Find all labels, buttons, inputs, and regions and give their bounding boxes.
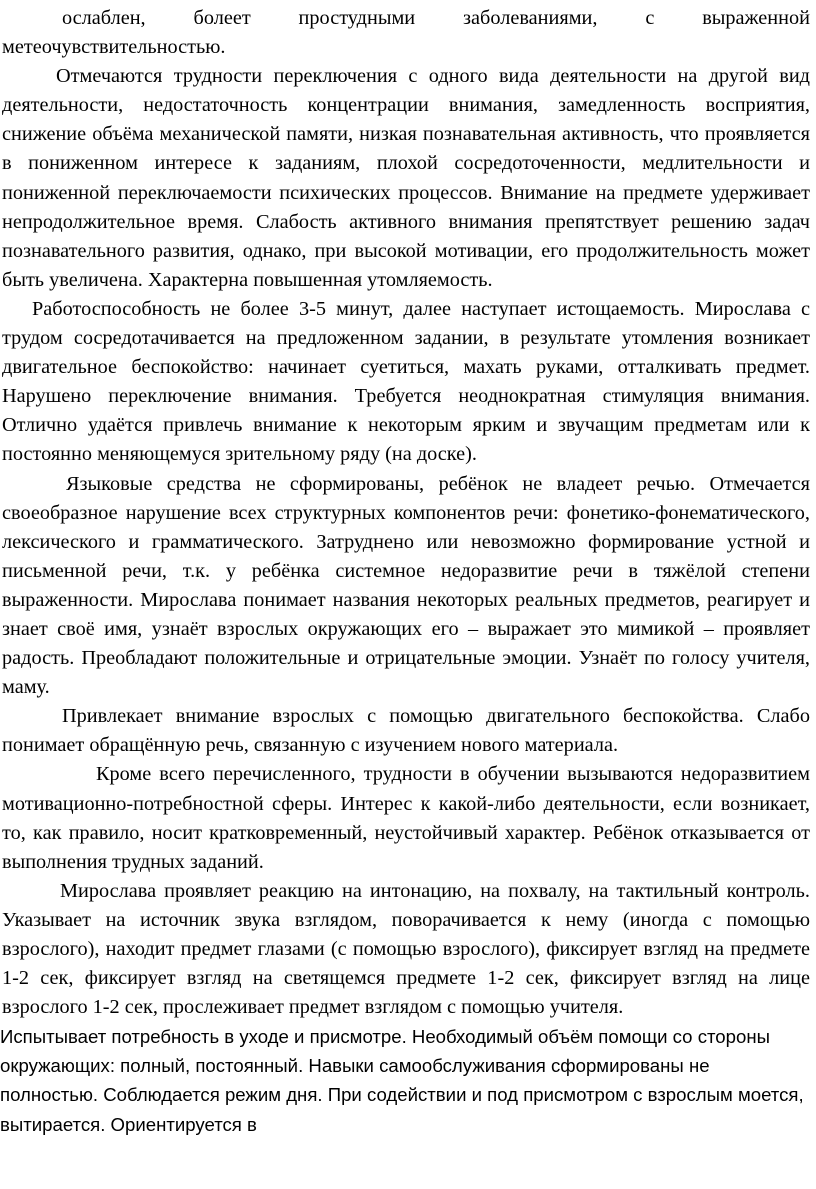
paragraph-adult-attention: Привлекает внимание взрослых с помощью двигательного беспокойства. Слабо понимает обращённую речь, связанную с изучением нового материала. — [2, 705, 810, 757]
paragraph-attention: Отмечаются трудности переключения с одного вида деятельности на другой вид деятельности, недостаточность концентрации внимания, замедленность восприятия, снижение объёма механической памяти, низкая познавательная активность, что проявляется в пониженном интересе к заданиям, плохой сосредоточенности, медлительности и пониженной переключаемости психических процессов. Внимание на предмете удерживает непродолжительное время. Слабость активного внимания препятствует решению задач познавательного развития, однако, при высокой мотивации, его продолжительность может быть увеличена. Характерна повышенная утомляемость. — [2, 65, 810, 291]
paragraph-speech: Языковые средства не сформированы, ребёнок не владеет речью. Отмечается своеобразное нарушение всех структурных компонентов речи: фонетико-фонематического, лексического и грамматического. Затруднено или невозможно формирование устной и письменной речи, т.к. у ребёнка системное недоразвитие речи в тяжёлой степени выраженности. Мирослава понимает названия некоторых реальных предметов, реагирует и знает своё имя, узнаёт взрослых окружающих его – выражает это мимикой – проявляет радость. Преобладают положительные и отрицательные эмоции. Узнаёт по голосу учителя, маму. — [2, 472, 810, 699]
paragraph-motivation: Кроме всего перечисленного, трудности в обучении вызываются недоразвитием мотивационно-потребностной сферы. Интерес к какой-либо деятельности, если возникает, то, как правило, носит кратковременный, неустойчивый характер. Ребёнок отказывается от выполнения трудных заданий. — [2, 763, 810, 873]
paragraph-self-care: Испытывает потребность в уходе и присмотре. Необходимый объём помощи со стороны окружающих: полный, постоянный. Навыки самообслуживания сформированы не полностью. Соблюдается режим дня. При содействии и под присмотром с взрослым моется, вытирается. Ориентируется в — [0, 1026, 804, 1135]
paragraph-work-capacity: Работоспособность не более 3-5 минут, далее наступает истощаемость. Мирослава с трудом сосредотачивается на предложенном задании, в результате утомления возникает двигательное беспокойство: начинает суетиться, махать руками, отталкивать предмет. Нарушено переключение внимания. Требуется неоднократная стимуляция внимания. Отлично удаётся привлечь внимание к некоторым ярким и звучащим предметам или к постоянно меняющемуся зрительному ряду (на доске). — [2, 297, 810, 466]
paragraph-reactions: Мирослава проявляет реакцию на интонацию, на похвалу, на тактильный контроль. Указывает на источник звука взглядом, поворачивается к нему (иногда с помощью взрослого), находит предмет глазами (с помощью взрослого), фиксирует взгляд на предмете 1-2 сек, фиксирует взгляд на светящемся предмете 1-2 сек, фиксирует взгляд на лице взрослого 1-2 сек, прослеживает предмет взглядом с помощью учителя. — [2, 879, 810, 1019]
paragraph-health: ослаблен, болеет простудными заболеваниями, с выраженной метеочувствительностью. — [2, 7, 810, 59]
